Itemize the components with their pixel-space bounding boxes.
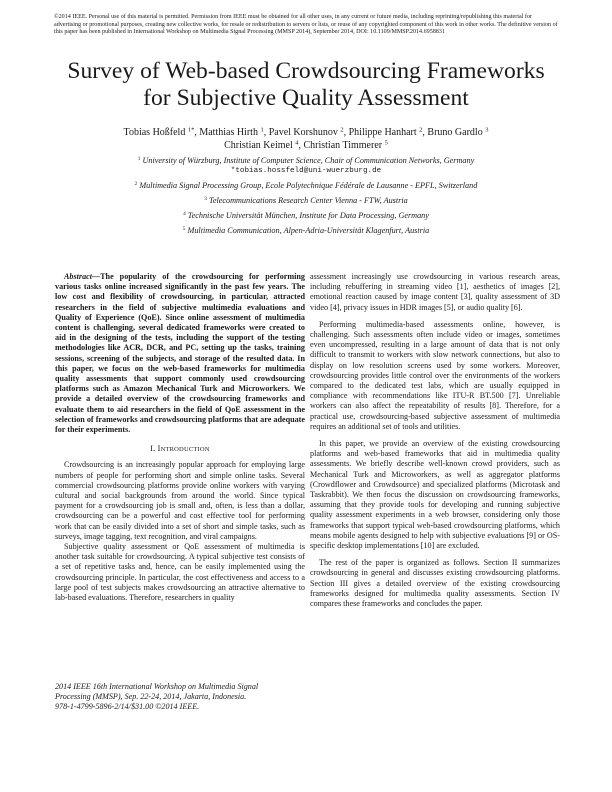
affiliation-5: [40, 226, 572, 236]
affil-number: 1: [137, 156, 141, 163]
contact-email: *tobias.hossfeld@uni-wuerzburg.de: [230, 167, 382, 176]
separator: ,: [298, 139, 304, 151]
separator: ,: [343, 127, 349, 138]
author-name: Bruno Gardlo: [427, 127, 483, 138]
footnote-line: 978-1-4799-5896-2/14/$31.00 ©2014 IEEE.: [55, 702, 200, 712]
affil-number: 4: [183, 211, 186, 218]
left-column: [55, 272, 305, 603]
body-paragraph: The rest of the paper is organized as follows. Section II summarizes crowdsourcing in general and discusses existing crowdsourcing platforms. Section III gives a detailed overview of the existing crowdsourcing frameworks designed for multimedia quality assessments. Section IV compares these frameworks and concludes the paper.: [310, 558, 560, 609]
author-line-1: [40, 127, 572, 140]
title-line-2: for Subjective Quality Assessment: [143, 85, 469, 111]
body-paragraph: Crowdsourcing is an increasingly popular approach for employing large numbers of people for performing short and simple online tasks. Several commercial crowdsourcing platforms provide online workers with varying cultural and social backgrounds from around the world. Since typical payment for a crowdsourcing job is small and, often, is less than a dollar, crowdsourcing can be a powerful and cost effective tool for performing work that can be easily divided into a set of short and simple tasks, such as surveys, image tagging, text recognition, and viral campaigns.: [55, 460, 305, 541]
author-list: [40, 127, 572, 152]
author-line-2: [40, 140, 572, 153]
section-heading-introduction: [55, 444, 305, 455]
author-affil-mark: 4: [295, 139, 299, 147]
author-affil-mark: 2: [419, 126, 423, 134]
paper-title: [40, 58, 572, 112]
copyright-notice: ©2014 IEEE. Personal use of this material is permitted. Permission from IEEE must be obtained for all other uses, in any current or future media, including reprinting/republishing this material for advertising or promotional purposes, creating new collective works, for resale or redistribution to servers or lists, or reuse of any copyrighted component of this work in other works. The definitive version of this paper has been published in International Workshop on Multimedia Signal Processing (MMSP 2014), September 2014, DOI: 10.1109/MMSP.2014.6958831: [54, 14, 558, 36]
affil-text: Multimedia Signal Processing Group, Ecole Polytechnique Fédérale de Lausanne - EPFL, Switzerland: [139, 181, 478, 191]
author-affil-mark: 1: [260, 126, 264, 134]
separator: ,: [422, 127, 428, 138]
author-affil-mark: 2: [340, 126, 344, 134]
affil-number: 5: [182, 226, 186, 233]
affil-number: 3: [204, 196, 207, 203]
body-paragraph: Subjective quality assessment or QoE assessment of multimedia is another task suitable for crowdsourcing. A typical subjective test consists of a set of repetitive tasks and, hence, can be easily implemented using the crowdsourcing principle. In particular, the cost effectiveness and access to a large pool of test subjects makes crowdsourcing an attractive alternative to lab-based evaluations. Therefore, researchers in quality: [55, 542, 305, 603]
affil-text: Multimedia Communication, Alpen-Adria-Universität Klagenfurt, Austria: [187, 226, 430, 236]
author-affil-mark: 5: [384, 139, 388, 147]
abstract: [55, 272, 305, 435]
separator: ,: [194, 127, 200, 138]
footnote-line: 2014 IEEE 16th International Workshop on Multimedia Signal: [55, 682, 259, 691]
body-paragraph: Performing multimedia-based assessments online, however, is challenging. Such assessments often include video or images, sometimes even uncompressed, resulting in a large amount of data that is not only difficult to transmit to workers with slow network connections, but also to display on low resolution screens used by some workers. Moreover, crowdsourcing provides little control over the environments of the workers compared to the dedicated test labs, which are usually equipped in compliance with recommendations like ITU-R BT.500 [7]. Unreliable workers can also affect the repeatability of results [8]. Therefore, for a practical use, crowdsourcing-based subjective assessment of multimedia requires an additional set of tools and utilities.: [310, 319, 560, 431]
author-name: Christian Keimel: [224, 139, 293, 151]
author-affil-mark: 3: [485, 126, 489, 134]
separator: ,: [263, 127, 269, 138]
author-name: Pavel Korshunov: [268, 127, 338, 138]
affil-text: University of Würzburg, Institute of Computer Science, Chair of Communication Networks, Germany: [142, 156, 475, 165]
author-name: Matthias Hirth: [199, 127, 258, 138]
affiliation-list: [40, 156, 572, 241]
affil-number: 2: [134, 181, 138, 188]
affiliation-1: [40, 156, 572, 166]
section-number: I. I: [150, 444, 161, 454]
right-column: [310, 272, 560, 609]
body-paragraph: In this paper, we provide an overview of the existing crowdsourcing platforms and web-based frameworks that aid in multimedia quality assessments. We briefly describe well-known crowd providers, such as Mechanical Turk and Microworkers, as well as aggregator platforms (Crowdflower and Crowdsource) and specialized platforms (Microtask and Taskrabbit). We then focus the discussion on crowdsourcing frameworks, assuming that they provide tools for developing and running subjective quality assessment experiments in a web browser, considering only those frameworks that support typical web-based crowdsourcing platforms, which means mobile agents designed to help with subjective evaluations [9] or OS-specific desktop implementations [10] are excluded.: [310, 439, 560, 551]
section-title: NTRODUCTION: [160, 446, 210, 454]
affil-text: Technische Universität München, Institute for Data Processing, Germany: [187, 211, 429, 221]
author-name: Tobias Hoßfeld: [123, 127, 186, 138]
author-affil-mark: 1*: [187, 126, 195, 134]
affiliation-4: [40, 211, 572, 221]
abstract-text: —The popularity of the crowdsourcing for performing various tasks online increased significantly in the past few years. The low cost and flexibility of crowdsourcing, in particular, attracted researchers in the field of subjective multimedia evaluations and Quality of Experience (QoE). Since online assessment of multimedia content is challenging, several dedicated frameworks were created to aid in the designing of the tests, including the support of the testing methodologies like ACR, DCR, and PC, setting up the tasks, training sessions, screening of the subjects, and storage of the resulted data. In this paper, we focus on the web-based frameworks for multimedia quality assessments that support commonly used crowdsourcing platforms such as Amazon Mechanical Turk and Microworkers. We provide a detailed overview of the crowdsourcing frameworks and evaluate them to aid researchers in the field of QoE assessment in the selection of frameworks and crowdsourcing platforms that are adequate for their experiments.: [55, 272, 305, 435]
body-paragraph: assessment increasingly use crowdsourcing in various research areas, including rebuffering in streaming video [1], aesthetics of images [2], emotional reaction caused by image content [3], quality assessment of 3D video [4], privacy issues in HDR images [5], or audio quality [6].: [310, 272, 560, 312]
title-line-1: Survey of Web-based Crowdsourcing Frameworks: [67, 58, 545, 84]
affil-text: Telecommunications Research Center Vienna - FTW, Austria: [209, 196, 408, 206]
affiliation-2: [40, 181, 572, 191]
author-name: Philippe Hanhart: [348, 127, 417, 138]
author-name: Christian Timmerer: [303, 139, 383, 151]
affiliation-3: [40, 196, 572, 206]
abstract-label: Abstract: [64, 272, 92, 281]
footnote-line: Processing (MMSP), Sep. 22-24, 2014, Jakarta, Indonesia.: [55, 692, 247, 702]
conference-footnote: [55, 682, 305, 713]
